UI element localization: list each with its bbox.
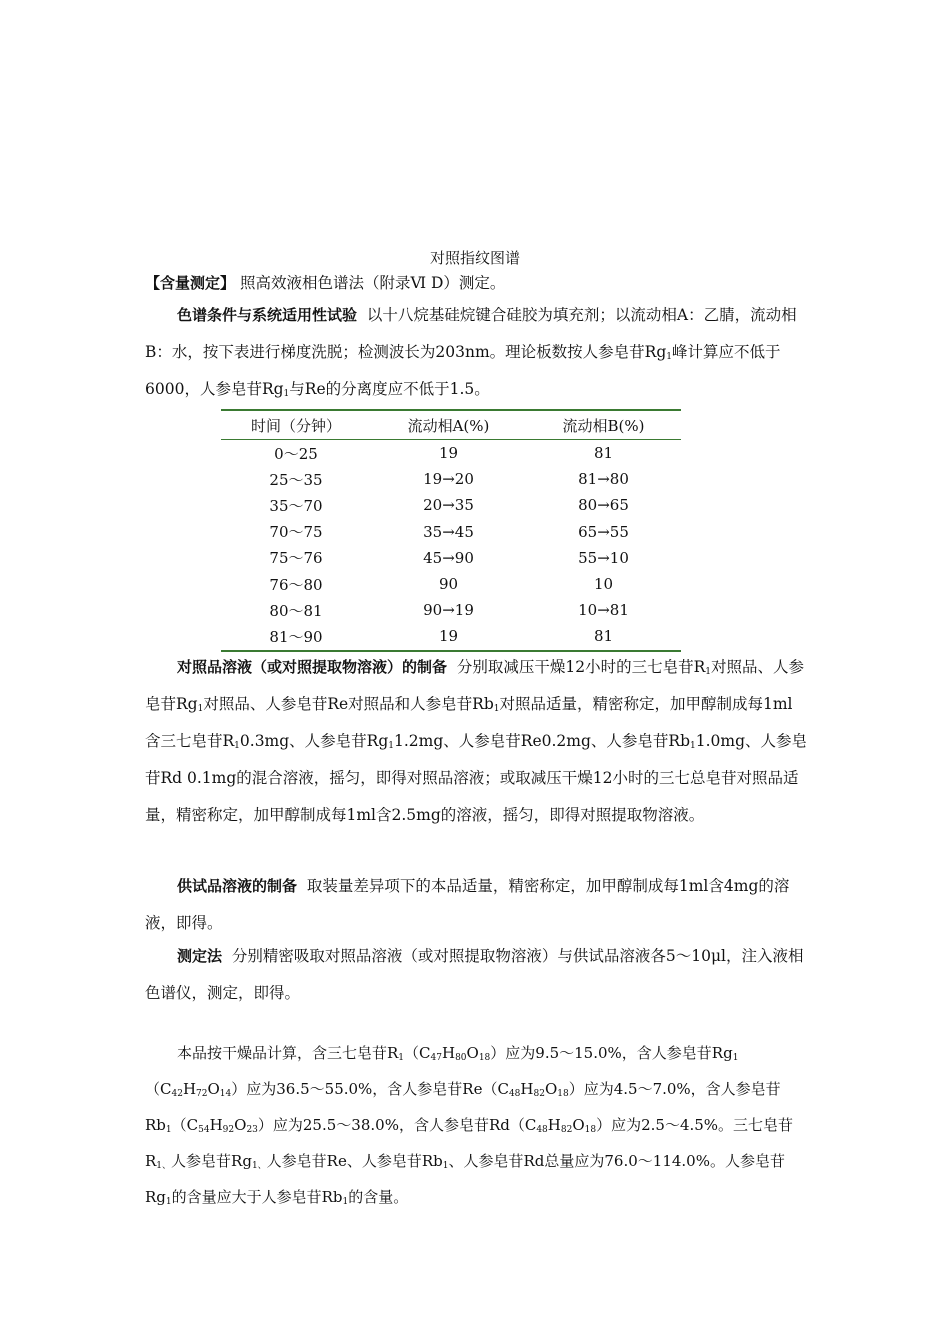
table-cell: 35→45: [423, 522, 474, 541]
paragraph-text: 人参皂苷Rg: [171, 1152, 252, 1170]
paragraph-text: H: [182, 1080, 197, 1098]
subscript: 1: [234, 741, 240, 751]
table-row: [221, 440, 681, 466]
subscript: 23: [246, 1125, 258, 1135]
paragraph-text: O: [234, 1116, 247, 1134]
paragraph-text: H: [441, 1044, 456, 1062]
subscript: 1: [398, 1053, 405, 1063]
content-heading: 【含量测定】: [145, 274, 236, 292]
subscript: 18: [557, 1089, 569, 1099]
paragraph-text: 、人参皂苷Rd总量应为76.0～114.0%。人参皂苷Rg: [145, 1152, 785, 1206]
paragraph-text: （C: [404, 1044, 431, 1062]
paragraph-text: 的含量。: [348, 1188, 409, 1206]
paragraph-text: ）应为2.5～4.5%。三七皂苷R: [145, 1116, 794, 1170]
subscript: 1: [493, 704, 500, 714]
paragraph-text: 0.3mg、人参皂苷Rg: [239, 732, 389, 750]
paragraph-text: 对照品、人参皂苷Rg: [145, 658, 805, 713]
paragraph-text: O: [466, 1044, 479, 1062]
table-cell: 81: [593, 444, 614, 463]
table-row: [221, 492, 681, 518]
table-row: [221, 571, 681, 597]
table-cell: 80→65: [578, 496, 629, 515]
reference-solution-paragraph: [145, 649, 807, 834]
table-cell: 65→55: [578, 522, 629, 541]
test-solution-heading: 供试品溶液的制备: [177, 877, 298, 895]
paragraph-text: （C: [171, 1116, 199, 1134]
table-cell: 10: [593, 575, 614, 594]
chromatography-text: 与Re的分离度应不低于1.5。: [289, 380, 490, 398]
paragraph-text: O: [544, 1080, 558, 1098]
header-phase-b: 流动相B(%): [562, 416, 645, 435]
subscript: 72: [196, 1089, 208, 1099]
subscript: 1: [388, 741, 395, 751]
table-cell: 20→35: [423, 496, 474, 515]
table-cell: 19: [438, 627, 459, 646]
table-cell: 75～76: [269, 549, 323, 568]
subscript: 1: [342, 1197, 349, 1207]
subscript: 1: [690, 741, 696, 751]
table-cell: 45→90: [423, 548, 474, 567]
table-cell: 70～75: [269, 523, 323, 542]
subscript: 47: [430, 1053, 442, 1063]
subscript: 1: [165, 1197, 172, 1207]
paragraph-text: 的含量应大于人参皂苷Rb: [171, 1188, 343, 1206]
chromatography-text: 以十八烷基硅烷键合硅胶为填充剂；以流动相A：乙腈，流动相B：水，按下表进行梯度洗脱；检测波长为203nm。理论板数按人参皂苷Rg: [145, 306, 797, 361]
method-heading: 测定法: [177, 947, 223, 965]
paragraph-text: 分别取减压干燥12小时的三七皂苷R: [456, 658, 706, 676]
table-row: [221, 545, 681, 571]
paragraph-text: 分别精密吸取对照品溶液（或对照提取物溶液）与供试品溶液各5～10μl，注入液相色谱仪，测定，即得。: [145, 947, 804, 1002]
table-cell: 81→80: [578, 470, 629, 489]
paragraph-text: 对照品适量，精密称定，加甲醇制成每1ml含三七皂苷R: [145, 695, 793, 750]
subscript: 42: [171, 1089, 183, 1099]
table-cell: 90→19: [423, 601, 474, 620]
gradient-table: [221, 409, 681, 652]
paragraph-text: H: [209, 1116, 223, 1134]
subscript: 1: [283, 389, 290, 399]
subscript: 1、: [156, 1161, 172, 1171]
subscript: 1: [442, 1161, 449, 1171]
chromatography-paragraph: [145, 297, 807, 408]
table-cell: 76～80: [269, 575, 323, 594]
table-cell: 35～70: [269, 496, 323, 515]
table-cell: 55→10: [578, 548, 629, 567]
subscript: 80: [455, 1053, 467, 1063]
table-cell: 81: [593, 627, 614, 646]
subscript: 18: [584, 1125, 597, 1135]
table-cell: 19→20: [423, 470, 474, 489]
table-cell: 90: [438, 575, 459, 594]
figure-title: 对照指纹图谱: [429, 249, 520, 267]
subscript: 92: [222, 1125, 235, 1135]
table-row: [221, 623, 681, 649]
paragraph-text: 本品按干燥品计算，含三七皂苷R: [177, 1044, 399, 1062]
paragraph-text: 1.0mg、人参皂苷Rd 0.1mg的混合溶液，摇匀，即得对照品溶液；或取减压干燥12小时的三七总皂苷对照品适量，精密称定，加甲醇制成每1ml含2.5mg的溶液，摇匀，即得对照提取物溶液。: [145, 732, 808, 824]
paragraph-text: 1.2mg、人参皂苷Re0.2mg、人参皂苷Rb: [394, 732, 690, 750]
subscript: 1: [666, 352, 672, 362]
subscript: 48: [508, 1089, 521, 1099]
chromatography-heading: 色谱条件与系统适用性试验: [177, 306, 358, 324]
paragraph-text: ）应为36.5～55.0%，含人参皂苷Re（C: [231, 1080, 509, 1098]
conclusion-paragraph: [145, 1035, 807, 1215]
paragraph-text: ）应为4.5～7.0%，含人参皂苷Rb: [145, 1080, 781, 1134]
paragraph-text: 取装量差异项下的本品适量，精密称定，加甲醇制成每1ml含4mg的溶液，即得。: [145, 877, 790, 932]
table-cell: 10→81: [578, 601, 629, 620]
table-cell: 81～90: [269, 627, 323, 646]
subscript: 1: [165, 1125, 172, 1135]
subscript: 18: [478, 1053, 491, 1063]
test-solution-paragraph: [145, 868, 807, 942]
table-header-row: [221, 411, 681, 439]
paragraph-text: O: [572, 1116, 585, 1134]
subscript: 82: [533, 1089, 545, 1099]
paragraph-text: O: [207, 1080, 220, 1098]
subscript: 1: [732, 1053, 739, 1063]
paragraph-text: H: [547, 1116, 561, 1134]
table-row: [221, 466, 681, 492]
subscript: 1、: [251, 1161, 267, 1171]
method-paragraph: [145, 938, 807, 1012]
paragraph-text: 人参皂苷Re、人参皂苷Rb: [266, 1152, 443, 1170]
subscript: 48: [536, 1125, 548, 1135]
subscript: 1: [197, 704, 204, 714]
subscript: 82: [560, 1125, 573, 1135]
subscript: 1: [705, 667, 712, 677]
table-row: [221, 519, 681, 545]
content-text: 照高效液相色谱法（附录Ⅵ D）测定。: [239, 274, 506, 292]
table-cell: 0～25: [274, 444, 318, 463]
paragraph-text: ）应为25.5～38.0%，含人参皂苷Rd（C: [257, 1116, 537, 1134]
header-phase-a: 流动相A(%): [407, 416, 490, 435]
paragraph-text: 对照品、人参皂苷Re对照品和人参皂苷Rb: [203, 695, 494, 713]
table-cell: 25～35: [269, 470, 323, 489]
header-time: 时间（分钟）: [250, 416, 341, 435]
subscript: 54: [198, 1125, 210, 1135]
table-cell: 80～81: [269, 601, 323, 620]
reference-solution-heading: 对照品溶液（或对照提取物溶液）的制备: [177, 658, 448, 676]
paragraph-text: （C: [145, 1080, 172, 1098]
table-cell: 19: [438, 444, 459, 463]
paragraph-text: H: [520, 1080, 534, 1098]
subscript: 14: [219, 1089, 232, 1099]
table-row: [221, 597, 681, 623]
paragraph-text: ）应为9.5～15.0%，含人参皂苷Rg: [490, 1044, 733, 1062]
chromatography-text: 峰计算应不低于6000，人参皂苷Rg: [145, 343, 781, 398]
content-determination-paragraph: [145, 266, 807, 300]
